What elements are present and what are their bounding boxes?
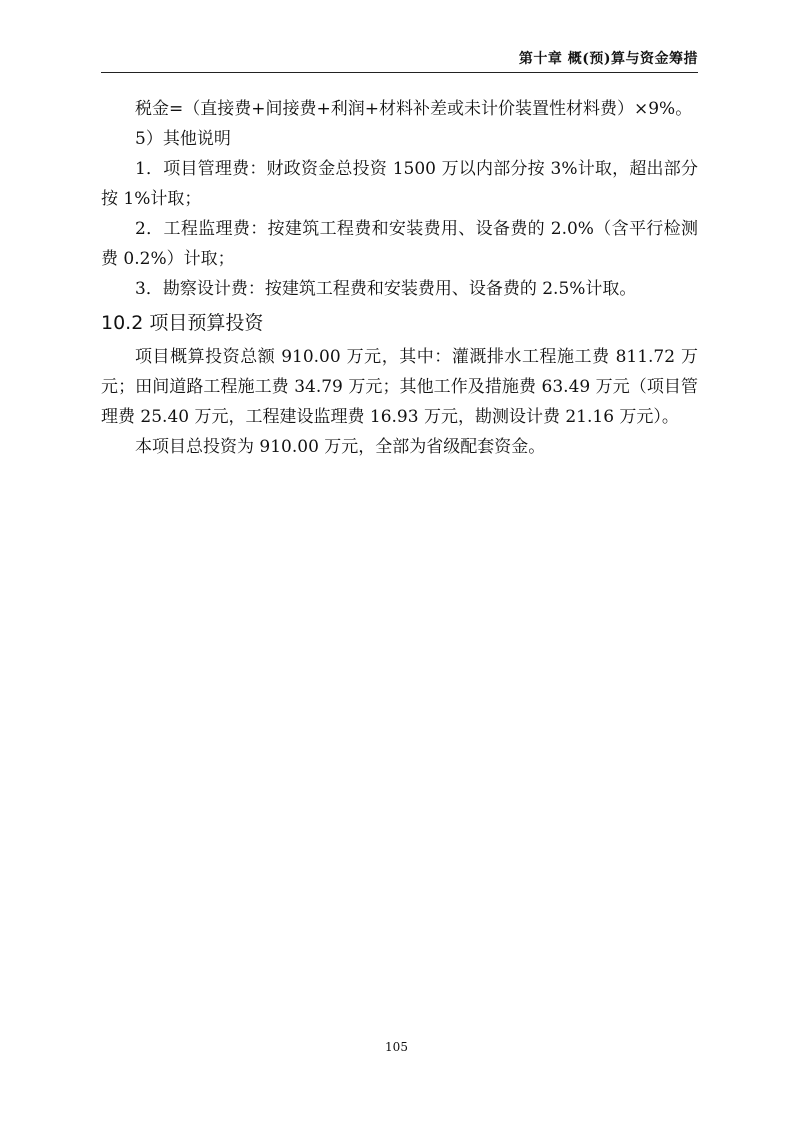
paragraph-project-management-fee: 1．项目管理费：财政资金总投资 1500 万以内部分按 3%计取，超出部分按 1%计取；	[101, 159, 698, 209]
chapter-title: 第十章 概(预)算与资金筹措	[518, 51, 698, 67]
paragraph-survey-design-fee: 3．勘察设计费：按建筑工程费和安装费用、设备费的 2.5%计取。	[135, 279, 637, 299]
section-number: 10.2	[101, 312, 144, 334]
section-heading	[101, 304, 698, 342]
running-header	[101, 50, 698, 73]
paragraph-budget-summary: 项目概算投资总额 910.00 万元，其中：灌溉排水工程施工费 811.72 万元；田间道路工程施工费 34.79 万元；其他工作及措施费 63.49 万元（项目管理费 25.40 万元，工程建设监理费 16.93 万元，勘测设计费 21.16 万元）。	[101, 347, 698, 427]
paragraph-supervision-fee: 2．工程监理费：按建筑工程费和安装费用、设备费的 2.0%（含平行检测费 0.2%）计取；	[101, 219, 698, 269]
section-title: 项目预算投资	[149, 312, 264, 334]
paragraph-total-investment: 本项目总投资为 910.00 万元，全部为省级配套资金。	[135, 437, 546, 457]
page-number: 105	[385, 1040, 408, 1054]
body-text	[101, 94, 698, 462]
paragraph-tax-formula: 税金=（直接费+间接费+利润+材料补差或未计价装置性材料费）×9%。	[135, 99, 693, 119]
paragraph-other-notes-heading: 5）其他说明	[135, 129, 231, 149]
